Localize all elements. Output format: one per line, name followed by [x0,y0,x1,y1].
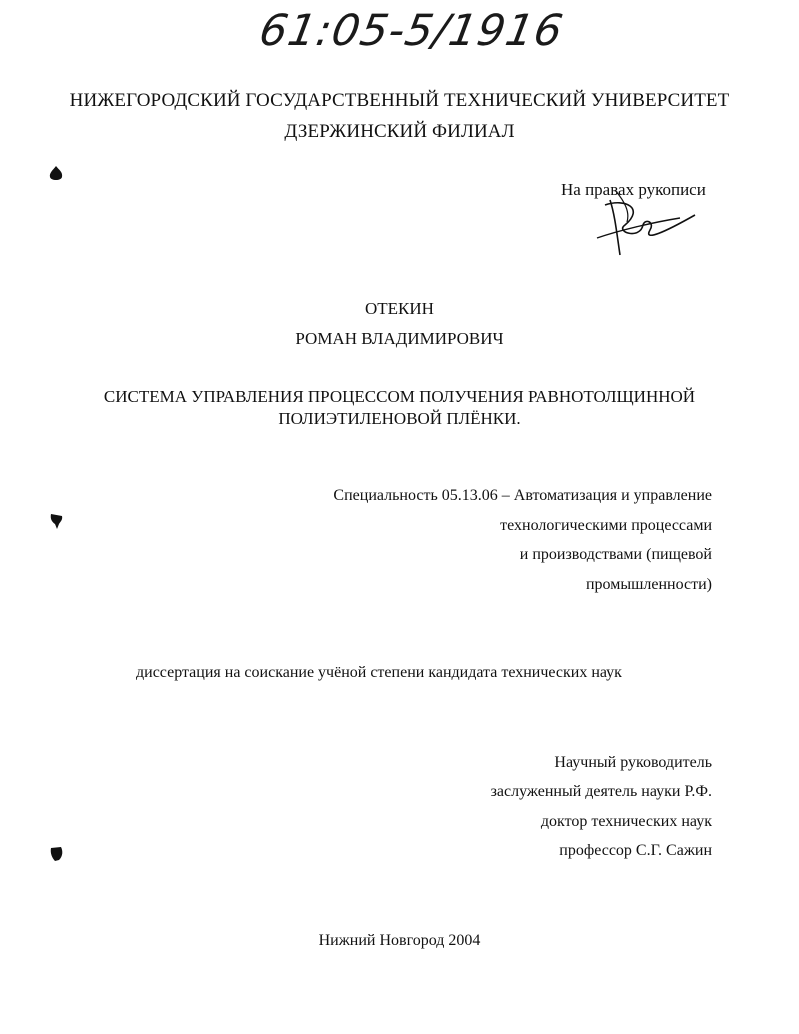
author-name: РОМАН ВЛАДИМИРОВИЧ [295,329,504,348]
specialty-line2: технологическими процессами [500,517,712,534]
archive-mark: 61:05-5/1916 [255,6,568,56]
punch-hole-mark-icon [48,512,64,530]
supervisor-line3: доктор технических наук [540,813,712,830]
city-year: Нижний Новгород 2004 [318,932,481,949]
degree-statement: диссертация на соискание учёной степени кандидата технических наук [136,664,622,681]
specialty-line3: и производствами (пищевой [519,546,712,563]
author-surname: ОТЕКИН [365,299,434,318]
specialty-line4: промышленности) [585,576,712,593]
punch-hole-mark-icon [48,845,64,863]
university-name-line1: НИЖЕГОРОДСКИЙ ГОСУДАРСТВЕННЫЙ ТЕХНИЧЕСКИЙ УНИВЕРСИТЕТ [69,90,730,111]
thesis-title-line1: СИСТЕМА УПРАВЛЕНИЯ ПРОЦЕССОМ ПОЛУЧЕНИЯ РАВНОТОЛЩИННОЙ [103,387,696,406]
specialty-line1: Специальность 05.13.06 – Автоматизация и управление [333,487,712,504]
manuscript-rights: На правах рукописи [561,180,706,199]
signature-icon [585,190,705,260]
supervisor-line4: профессор С.Г. Сажин [559,842,712,859]
supervisor-line2: заслуженный деятель науки Р.Ф. [490,783,712,800]
thesis-title-line2: ПОЛИЭТИЛЕНОВОЙ ПЛЁНКИ. [278,409,521,428]
punch-hole-mark-icon [48,165,64,183]
supervisor-line1: Научный руководитель [554,754,712,771]
university-name-line2: ДЗЕРЖИНСКИЙ ФИЛИАЛ [284,121,515,142]
